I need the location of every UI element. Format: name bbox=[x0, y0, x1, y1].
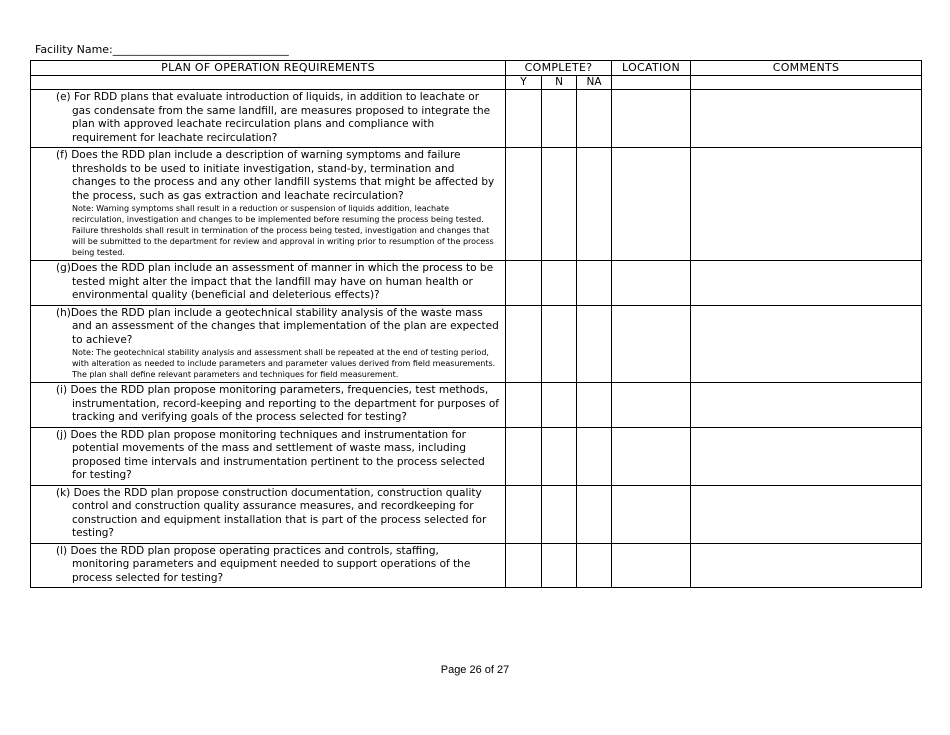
comments-cell[interactable] bbox=[691, 90, 922, 148]
complete-n-cell[interactable] bbox=[542, 383, 577, 428]
complete-na-cell[interactable] bbox=[577, 305, 612, 383]
requirement-text: (f) Does the RDD plan include a description of warning symptoms and failure thresholds to be used to initiate investigation, stand-by, termination and changes to the process and any other landfill systems that might be affected by the process, such as gas extraction and leachate recirculation? bbox=[56, 149, 495, 202]
requirement-cell bbox=[31, 148, 506, 261]
complete-na-cell[interactable] bbox=[577, 261, 612, 306]
comments-cell[interactable] bbox=[691, 305, 922, 383]
header-complete: COMPLETE? bbox=[506, 61, 612, 76]
complete-n-cell[interactable] bbox=[542, 148, 577, 261]
header-requirements: PLAN OF OPERATION REQUIREMENTS bbox=[31, 61, 506, 76]
complete-na-cell[interactable] bbox=[577, 543, 612, 588]
facility-name-blank[interactable]: ________________________________ bbox=[112, 43, 289, 56]
complete-na-cell[interactable] bbox=[577, 383, 612, 428]
complete-y-cell[interactable] bbox=[506, 543, 542, 588]
complete-na-cell[interactable] bbox=[577, 148, 612, 261]
complete-n-cell[interactable] bbox=[542, 90, 577, 148]
location-cell[interactable] bbox=[612, 427, 691, 485]
subheader-location-blank bbox=[612, 76, 691, 90]
requirement-cell bbox=[31, 261, 506, 306]
table-row bbox=[31, 90, 922, 148]
requirement-text: (g)Does the RDD plan include an assessment of manner in which the process to be tested might alter the impact that the landfill may have on human health or environmental quality (beneficial and deleterious effects)? bbox=[56, 262, 494, 301]
requirement-cell bbox=[31, 305, 506, 383]
table-row bbox=[31, 148, 922, 261]
location-cell[interactable] bbox=[612, 543, 691, 588]
table-row bbox=[31, 543, 922, 588]
complete-na-cell[interactable] bbox=[577, 90, 612, 148]
complete-n-cell[interactable] bbox=[542, 485, 577, 543]
comments-cell[interactable] bbox=[691, 543, 922, 588]
complete-n-cell[interactable] bbox=[542, 427, 577, 485]
complete-n-cell[interactable] bbox=[542, 543, 577, 588]
requirement-note: Note: The geotechnical stability analysis and assessment shall be repeated at the end of testing period, with alteration as needed to include parameters and parameter values derived from field measurements. The plan shall define relevant parameters and techniques for field measurement. bbox=[72, 348, 496, 379]
table-row bbox=[31, 485, 922, 543]
requirement-text: (i) Does the RDD plan propose monitoring parameters, frequencies, test methods, instrumentation, record-keeping and reporting to the department for purposes of tracking and verifying goals of the process selected for testing? bbox=[56, 384, 500, 423]
complete-y-cell[interactable] bbox=[506, 485, 542, 543]
requirement-cell bbox=[31, 485, 506, 543]
complete-y-cell[interactable] bbox=[506, 305, 542, 383]
comments-cell[interactable] bbox=[691, 148, 922, 261]
subheader-comments-blank bbox=[691, 76, 922, 90]
table-row bbox=[31, 261, 922, 306]
comments-cell[interactable] bbox=[691, 261, 922, 306]
complete-n-cell[interactable] bbox=[542, 261, 577, 306]
subheader-na: NA bbox=[577, 76, 612, 90]
facility-name-field bbox=[35, 43, 289, 56]
complete-na-cell[interactable] bbox=[577, 427, 612, 485]
requirement-cell bbox=[31, 90, 506, 148]
comments-cell[interactable] bbox=[691, 485, 922, 543]
complete-y-cell[interactable] bbox=[506, 148, 542, 261]
location-cell[interactable] bbox=[612, 148, 691, 261]
header-comments: COMMENTS bbox=[691, 61, 922, 76]
header-location: LOCATION bbox=[612, 61, 691, 76]
requirement-text: (k) Does the RDD plan propose construction documentation, construction quality control and construction quality assurance measures, and recordkeeping for construction and equipment installation that is part of the process selected for testing? bbox=[56, 486, 487, 539]
complete-n-cell[interactable] bbox=[542, 305, 577, 383]
requirement-cell bbox=[31, 543, 506, 588]
requirement-note: Note: Warning symptoms shall result in a reduction or suspension of liquids addition, leachate recirculation, investigation and changes to be implemented before resuming the process being tested. Failure thresholds shall result in termination of the process being tested, investigation and changes that will be submitted to the department for review and approval in writing prior to resumption of the process being tested. bbox=[72, 204, 494, 257]
page-number: Page 26 of 27 bbox=[440, 664, 510, 676]
requirement-cell bbox=[31, 427, 506, 485]
requirement-text: (h)Does the RDD plan include a geotechnical stability analysis of the waste mass and an assessment of the changes that implementation of the plan are expected to achieve? bbox=[56, 306, 499, 346]
complete-na-cell[interactable] bbox=[577, 485, 612, 543]
facility-name-label: Facility Name: bbox=[35, 43, 113, 56]
table-row bbox=[31, 427, 922, 485]
table-row bbox=[31, 305, 922, 383]
location-cell[interactable] bbox=[612, 261, 691, 306]
location-cell[interactable] bbox=[612, 90, 691, 148]
requirement-text: (j) Does the RDD plan propose monitoring techniques and instrumentation for potential movements of the mass and settlement of waste mass, including proposed time intervals and instrumentation pertinent to the process selected for testing? bbox=[56, 428, 485, 481]
complete-y-cell[interactable] bbox=[506, 261, 542, 306]
table-row bbox=[31, 383, 922, 428]
complete-y-cell[interactable] bbox=[506, 383, 542, 428]
location-cell[interactable] bbox=[612, 485, 691, 543]
comments-cell[interactable] bbox=[691, 427, 922, 485]
subheader-y: Y bbox=[506, 76, 542, 90]
subheader-blank bbox=[31, 76, 506, 90]
location-cell[interactable] bbox=[612, 305, 691, 383]
comments-cell[interactable] bbox=[691, 383, 922, 428]
subheader-n: N bbox=[542, 76, 577, 90]
requirement-text: (e) For RDD plans that evaluate introduction of liquids, in addition to leachate or gas condensate from the same landfill, are measures proposed to integrate the plan with approved leachate recirculation plans and compliance with requirement for leachate recirculation? bbox=[56, 91, 491, 144]
requirements-table bbox=[30, 60, 922, 588]
requirement-text: (l) Does the RDD plan propose operating practices and controls, staffing, monitoring parameters and equipment needed to support operations of the process selected for testing? bbox=[56, 544, 471, 584]
requirement-cell bbox=[31, 383, 506, 428]
location-cell[interactable] bbox=[612, 383, 691, 428]
complete-y-cell[interactable] bbox=[506, 427, 542, 485]
complete-y-cell[interactable] bbox=[506, 90, 542, 148]
